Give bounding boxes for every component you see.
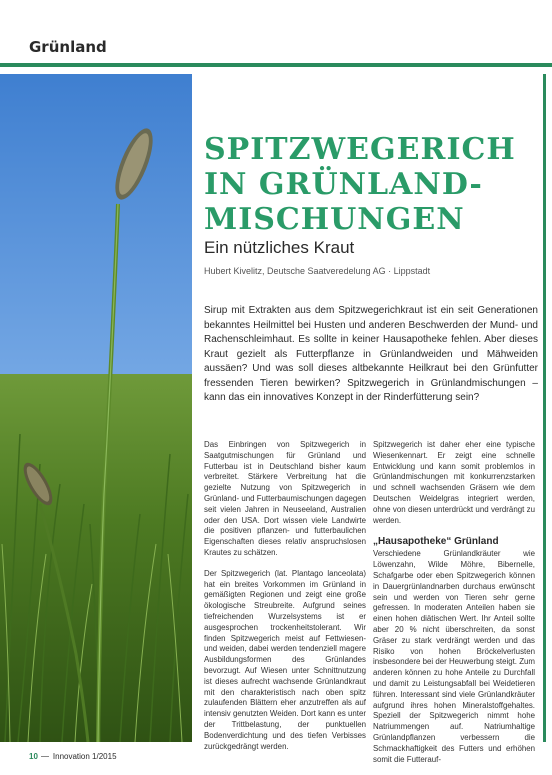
publication-name: Innovation 1/2015 <box>52 752 117 761</box>
header-rule <box>0 63 552 67</box>
page-footer <box>29 752 117 761</box>
paragraph: Verschiedene Grünlandkräuter wie Löwenzahn, Wilde Möhre, Bibernelle, Schafgarbe oder eben Spitzwegerich können in Dauergrünlandnarben durchaus erwünscht sein und werden von Tieren sehr gerne gefressen. In moderaten Anteilen haben sie einen hohen diätischen Wert. Ihr Anteil sollte aber 20 % nicht überschreiten, da sonst Gräser zu stark verdrängt werden und das Risiko von hohen Bröckelverlusten insbesondere bei der Heuwerbung steigt. Zum anderen können zu hohe Anteile zu Durchfall und damit zu Leistungsabfall bei Weidetieren führen. Interessant sind viele Grünlandkräuter aufgrund ihres hohen Mineralstoffgehaltes. Speziell der Spitzwegerich nimmt hohe Natriummengen auf. Natriumhaltige Grünlandpflanzen verbessern die Schmackhaftigkeit des Futters und erhöhen somit die Futterauf- <box>373 549 535 764</box>
right-accent-bar <box>543 74 546 742</box>
paragraph: Spitzwegerich ist daher eher eine typische Wiesenkennart. Er zeigt eine schnelle Entwicklung und kann somit problemlos in Grünlandmischungen mit konkurrenzstarken und schnell wachsenden Gräsern wie dem Deutschen Weidelgras integriert werden, ohne von diesen unterdrückt und verdrängt zu werden. <box>373 440 535 525</box>
article-subtitle: Ein nützliches Kraut <box>204 238 355 257</box>
body-column-left <box>204 440 366 762</box>
article-title: SPITZWEGERICH IN GRÜNLAND- MISCHUNGEN <box>204 132 516 237</box>
page-number: 10 <box>29 752 38 761</box>
paragraph: Das Einbringen von Spitzwegerich in Saatgutmischungen für Grünland und Futterbau ist in Deutschland bisher kaum verbreitet. Stärkere Verbreitung hat die gezielte Nutzung von Spitzwegerich in Grünland- und Futterbaumischungen dagegen seit vielen Jahren in Neuseeland, Australien oder den USA. Dort wissen viele Landwirte die positiven pflanzen- und futterbaulichen Eigenschaften dieses relativ anspruchslosen Krautes zu schätzen. <box>204 440 366 557</box>
section-heading: „Hausapotheke“ Grünland <box>373 536 499 548</box>
footer-divider <box>41 756 49 757</box>
lead-paragraph: Sirup mit Extrakten aus dem Spitzwegerichkraut ist ein seit Generationen bekanntes Heilmittel bei Husten und anderen Beschwerden der Mund- und Rachenschleimhaut. Es sollte in keiner Hausapotheke fehlen. Aber dieses Kraut gezielt als Futterpflanze in Grünlandweiden und Mähweiden aussäen? Und was soll dieses altbekannte Heilkraut bei den Grünfutter fressenden Tieren bewirken? Spitzwegerich in Grünlandmischungen – kann das ein innovatives Konzept in der Rinderfütterung sein? <box>204 305 538 403</box>
article-author: Hubert Kivelitz, Deutsche Saatveredelung AG · Lippstadt <box>204 266 431 276</box>
body-column-right <box>373 440 535 775</box>
section-label: Grünland <box>29 38 107 56</box>
plantain-photo <box>0 74 192 742</box>
paragraph: Der Spitzwegerich (lat. Plantago lanceolata) hat ein breites Vorkommen im Grünland in gemäßigten Regionen und zeigt eine große ökologische Streubreite. Aufgrund seines tiefreichenden Wurzelsystems ist er ausgesprochen trockenheitstolerant. Wir finden Spitzwegerich meist auf Fettwiesen- und weiden, dabei werden tendenziell magere Ausbildungsformen des Grünlandes bevorzugt. Auf Wiesen unter Schnittnutzung ist dieses aufrecht wachsende Grünlandkraut mit den charakteristisch nach oben spitz zulaufenden Blättern eher anzutreffen als auf intensiv genutzten Weiden. Dort kann es unter der Trittbelastung, der punktuellen Bodenverdichtung und des tiefen Verbisses zurückgedrängt werden. <box>204 568 366 751</box>
